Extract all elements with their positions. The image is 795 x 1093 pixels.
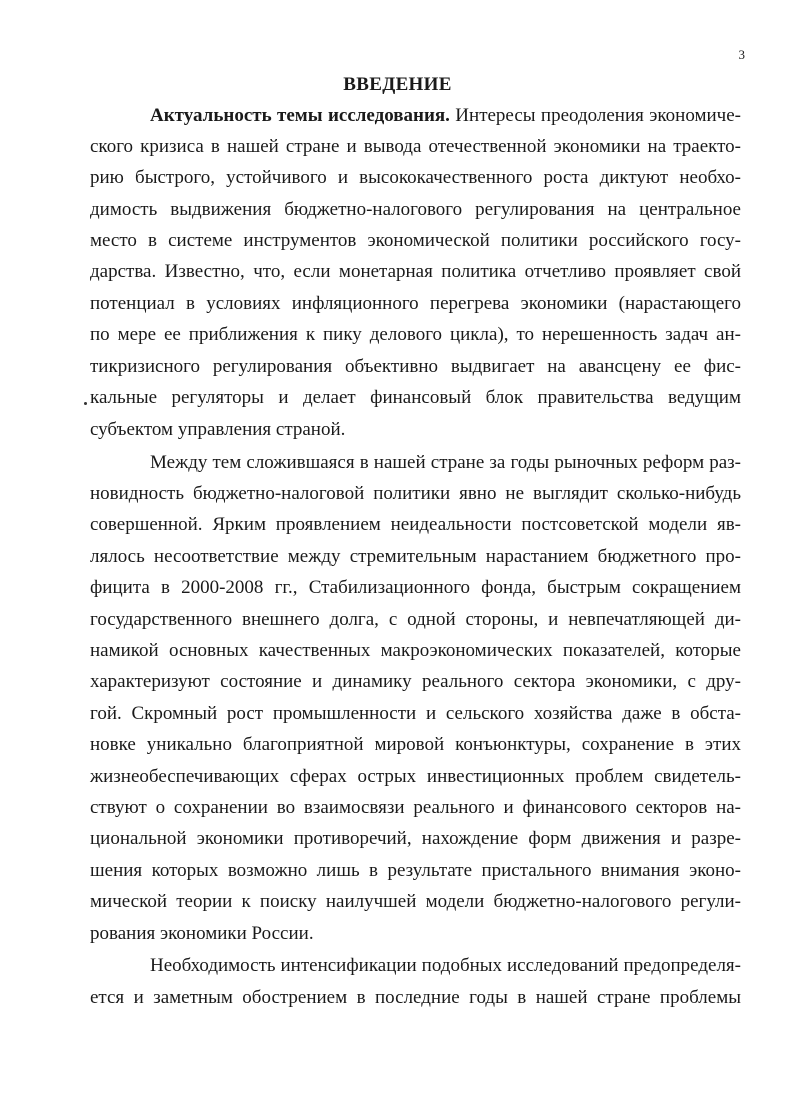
text-line: субъектом управления страной. [90, 419, 346, 440]
text-line: государственного внешнего долга, с одной стороны, и невпечатляющей ди- [90, 609, 741, 630]
text-line: гой. Скромный рост промышленности и сельского хозяйства даже в обста- [90, 703, 741, 724]
text-line: рования экономики России. [90, 923, 314, 944]
text-line: циональной экономики противоречий, нахождение форм движения и разре- [90, 828, 741, 849]
text-line: шения которых возможно лишь в результате пристального внимания эконо- [90, 860, 741, 881]
text-line: мической теории к поиску наилучшей модели бюджетно-налогового регули- [90, 891, 741, 912]
text-line: намикой основных качественных макроэкономических показателей, которые [90, 640, 741, 661]
text-line: димость выдвижения бюджетно-налогового регулирования на центральное [90, 199, 741, 220]
text-line: дарства. Известно, что, если монетарная политика отчетливо проявляет свой [90, 261, 741, 282]
text-line: тикризисного регулирования объективно выдвигает на авансцену ее фис- [90, 356, 741, 377]
text-line: ского кризиса в нашей стране и вывода отечественной экономики на траекто- [90, 136, 741, 157]
text-line: Необходимость интенсификации подобных исследований предопределя- [150, 955, 741, 976]
text-line: ствуют о сохранении во взаимосвязи реального и финансового секторов на- [90, 797, 741, 818]
text-line: совершенной. Ярким проявлением неидеальности постсоветской модели яв- [90, 514, 741, 535]
text-line: новидность бюджетно-налоговой политики явно не выглядит сколько-нибудь [90, 483, 741, 504]
text-line: потенциал в условиях инфляционного перегрева экономики (нарастающего [90, 293, 741, 314]
text-line: новке уникально благоприятной мировой конъюнктуры, сохранение в этих [90, 734, 741, 755]
lead-bold-text: Актуальность темы исследования. [150, 105, 450, 126]
text-line: жизнеобеспечивающих сферах острых инвестиционных проблем свидетель- [90, 766, 741, 787]
text-line: ется и заметным обострением в последние годы в нашей стране проблемы [90, 987, 741, 1008]
text-line: рию быстрого, устойчивого и высококачественного роста диктуют необхо- [90, 167, 741, 188]
text-line: лялось несоответствие между стремительным нарастанием бюджетного про- [90, 546, 741, 567]
page-number: 3 [738, 47, 745, 62]
page-heading: ВВЕДЕНИЕ [343, 74, 452, 95]
text-line: кальные регуляторы и делает финансовый блок правительства ведущим [90, 387, 741, 408]
text-line: фицита в 2000-2008 гг., Стабилизационного фонда, быстрым сокращением [90, 577, 741, 598]
text-line: Между тем сложившаяся в нашей стране за годы рыночных реформ раз- [150, 452, 741, 473]
text-line [150, 103, 741, 129]
text-line: место в системе инструментов экономической политики российского госу- [90, 230, 741, 251]
text-line: по мере ее приближения к пику делового цикла), то нерешенность задач ан- [90, 324, 741, 345]
lead-continuation: Интересы преодоления экономиче- [449, 105, 741, 126]
text-line: характеризуют состояние и динамику реального сектора экономики, с дру- [90, 671, 741, 692]
scan-speck [84, 402, 87, 405]
